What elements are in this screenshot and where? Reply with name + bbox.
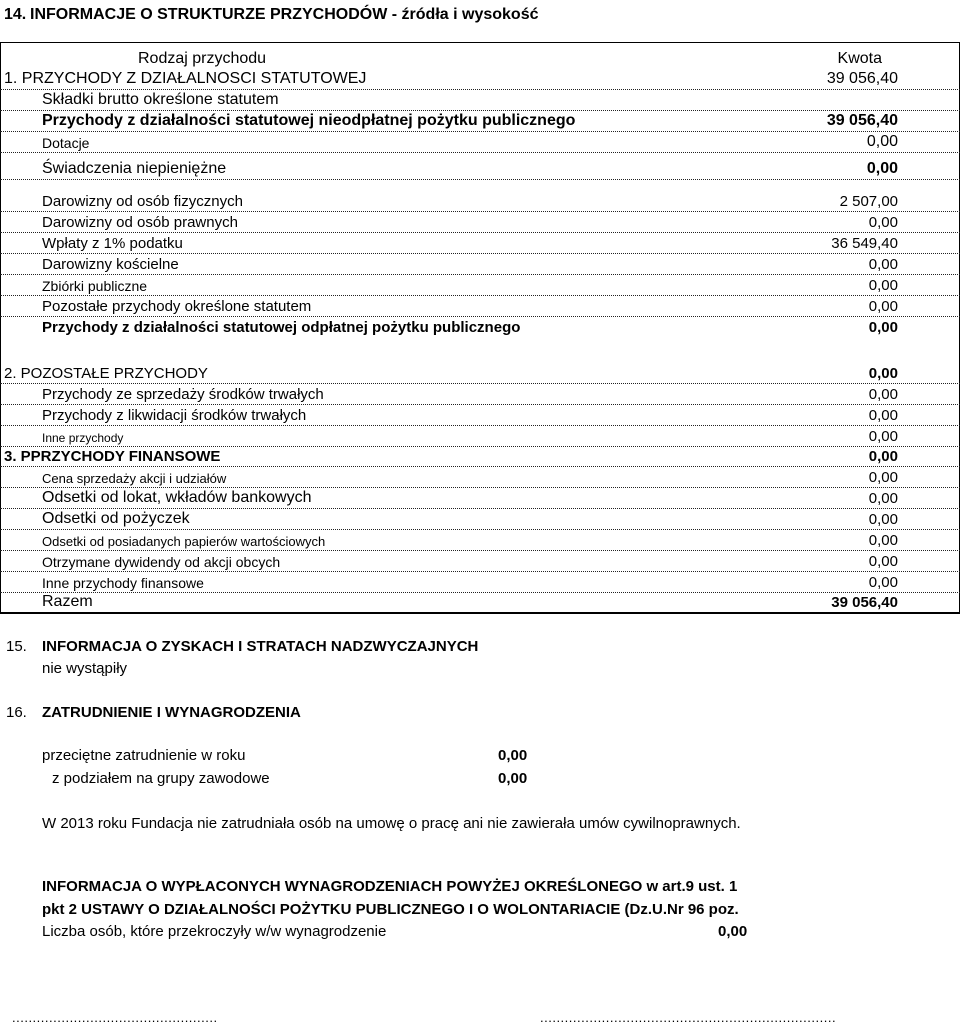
section-15-title: INFORMACJA O ZYSKACH I STRATACH NADZWYCZAJNYCH <box>42 638 479 655</box>
table-row <box>0 508 960 530</box>
column-header-amount: Kwota <box>837 50 882 67</box>
section-15-text: nie wystąpiły <box>42 660 128 677</box>
row-label: Inne przychody <box>42 431 124 445</box>
table-bottom-border <box>0 612 960 614</box>
table-row <box>0 571 960 593</box>
total-value: 39 056,40 <box>831 594 898 611</box>
salary-count-label: Liczba osób, które przekroczyły w/w wynagrodzenie <box>42 923 387 940</box>
row-value: 0,00 <box>868 469 898 486</box>
row-label: Przychody ze sprzedaży środków trwałych <box>42 386 324 403</box>
row-label: Cena sprzedaży akcji i udziałów <box>42 471 227 486</box>
table-row <box>0 211 960 233</box>
table-row <box>0 274 960 296</box>
row-value: 0,00 <box>868 319 898 336</box>
row-value: 0,00 <box>868 553 898 570</box>
salary-info-line-2: pkt 2 USTAWY O DZIAŁALNOŚCI POŻYTKU PUBLICZNEGO I O WOLONTARIACIE (Dz.U.Nr 96 poz. <box>42 901 739 918</box>
row-value: 0,00 <box>868 298 898 315</box>
row-label: Pozostałe przychody określone statutem <box>42 298 312 315</box>
table-row <box>0 316 960 337</box>
section-16-heading <box>6 704 301 721</box>
table-row <box>0 232 960 254</box>
row-value: 0,00 <box>868 214 898 231</box>
row-label: 2. POZOSTAŁE PRZYCHODY <box>4 365 208 382</box>
row-label: Dotacje <box>42 135 90 151</box>
table-row <box>0 487 960 509</box>
row-value: 0,00 <box>868 277 898 294</box>
table-row <box>0 404 960 426</box>
table-row <box>0 383 960 405</box>
table-header-row <box>0 42 960 69</box>
total-label: Razem <box>42 593 93 610</box>
row-label: Darowizny kościelne <box>42 256 179 273</box>
row-label: Zbiórki publiczne <box>42 278 148 294</box>
table-row <box>0 89 960 111</box>
row-value: 0,00 <box>868 407 898 424</box>
table-row <box>0 253 960 275</box>
section-14-number: 14. <box>4 6 27 23</box>
salary-info-line-1: INFORMACJA O WYPŁACONYCH WYNAGRODZENIACH POWYŻEJ OKREŚLONEGO w art.9 ust. 1 <box>42 878 738 895</box>
row-value: 0,00 <box>868 574 898 591</box>
row-value: 0,00 <box>866 160 898 177</box>
table-row <box>0 466 960 488</box>
avg-employment-label: przeciętne zatrudnienie w roku <box>42 747 246 764</box>
section-14-heading <box>4 6 538 24</box>
row-label: Otrzymane dywidendy od akcji obcych <box>42 554 281 570</box>
row-value: 0,00 <box>868 386 898 403</box>
table-row <box>0 179 960 212</box>
row-label: Odsetki od lokat, wkładów bankowych <box>42 489 312 506</box>
row-label: Darowizny od osób fizycznych <box>42 193 243 210</box>
table-row <box>0 131 960 153</box>
signature-line-right: ........................................................................ <box>540 1010 837 1025</box>
row-label: Wpłaty z 1% podatku <box>42 235 183 252</box>
row-label: Odsetki od pożyczek <box>42 510 190 527</box>
table-row <box>0 110 960 132</box>
row-value: 0,00 <box>868 365 898 382</box>
row-value: 0,00 <box>868 428 898 445</box>
column-header-type: Rodzaj przychodu <box>138 50 267 67</box>
row-value: 0,00 <box>868 256 898 273</box>
section-14-title: INFORMACJE O STRUKTURZE PRZYCHODÓW - źródła i wysokość <box>30 6 539 23</box>
groups-value: 0,00 <box>498 770 528 787</box>
table-row <box>0 337 960 384</box>
row-label: Świadczenia niepieniężne <box>42 160 227 177</box>
table-row <box>0 152 960 180</box>
section-15-number: 15. <box>6 638 27 655</box>
row-label: Odsetki od posiadanych papierów wartościowych <box>42 534 326 549</box>
table-row <box>0 69 960 90</box>
table-row <box>0 529 960 551</box>
table-total-row <box>0 592 960 612</box>
avg-employment-value: 0,00 <box>498 747 528 764</box>
table-row <box>0 295 960 317</box>
row-label: 3. PPRZYCHODY FINANSOWE <box>4 448 221 465</box>
salary-count-value: 0,00 <box>718 923 748 940</box>
row-value: 0,00 <box>866 133 898 150</box>
table-row <box>0 446 960 467</box>
row-value: 2 507,00 <box>839 193 898 210</box>
table-row <box>0 425 960 447</box>
income-structure-table <box>0 42 960 614</box>
employment-note: W 2013 roku Fundacja nie zatrudniała osób na umowę o pracę ani nie zawierała umów cywilnoprawnych. <box>42 815 741 832</box>
row-label: Przychody z działalności statutowej odpłatnej pożytku publicznego <box>42 319 521 336</box>
row-label: Składki brutto określone statutem <box>42 91 279 108</box>
row-label: 1. PRZYCHODY Z DZIAŁALNOSCI STATUTOWEJ <box>4 70 367 87</box>
row-label: Przychody z likwidacji środków trwałych <box>42 407 307 424</box>
row-label: Inne przychody finansowe <box>42 575 204 591</box>
section-16-title: ZATRUDNIENIE I WYNAGRODZENIA <box>42 704 301 721</box>
row-value: 36 549,40 <box>831 235 898 252</box>
groups-label: z podziałem na grupy zawodowe <box>52 770 270 787</box>
row-value: 0,00 <box>868 511 898 528</box>
table-row <box>0 550 960 572</box>
row-label: Darowizny od osób prawnych <box>42 214 238 231</box>
row-value: 39 056,40 <box>826 112 898 129</box>
row-value: 0,00 <box>868 532 898 549</box>
row-value: 0,00 <box>868 490 898 507</box>
section-16-number: 16. <box>6 704 27 721</box>
signature-line-left: .................................................. <box>12 1010 218 1025</box>
row-label: Przychody z działalności statutowej nieodpłatnej pożytku publicznego <box>42 112 576 129</box>
row-value: 39 056,40 <box>826 70 898 87</box>
section-15-heading <box>6 638 478 655</box>
row-value: 0,00 <box>868 448 898 465</box>
